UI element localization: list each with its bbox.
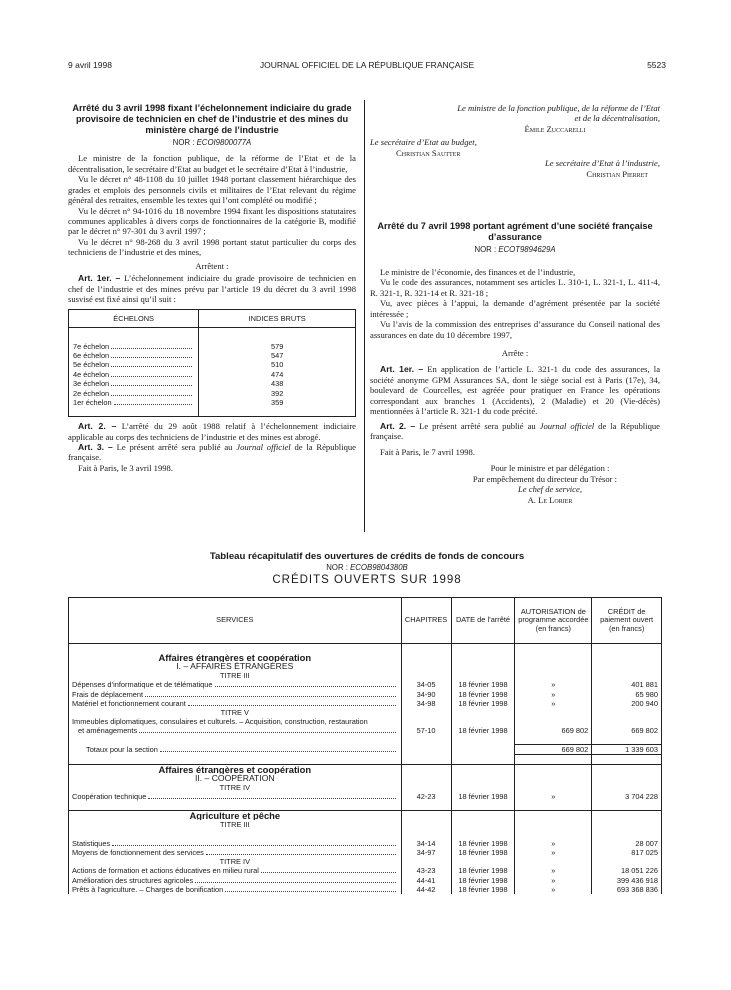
echelons-header: ÉCHELONS (69, 309, 199, 327)
signature-role: Le ministre de la fonction publique, de la réforme de l’Etat et de la décentralisation, (457, 103, 660, 124)
left-column (68, 103, 356, 473)
right-art1: Art. 1er. – En application de l’article L. 321-1 du code des assurances, la société anonyme GPM Assurances SA, dont le siège social est à Paris (17e), 34, boulevard de Courcelles, est agréée pour pratiquer en France les opérations correspondant aux branches 1 (Accidents), 2 (Maladie) et 20 (Vie-décès) mentionnées à l’article R. 321-1 du code précité. (370, 364, 661, 417)
table-row: Amélioration des structures agricoles 44-41 18 février 1998 » 399 436 918 (69, 876, 662, 885)
left-art3: Art. 3. – Le présent arrêté sera publié au Journal officiel de la République française. (68, 441, 356, 463)
indices-header: INDICES BRUTS (199, 309, 356, 327)
table-row: Frais de déplacement 34-90 18 février 1998 » 65 980 (69, 690, 662, 699)
services-header: SERVICES (69, 598, 402, 644)
table-row: Dépenses d’informatique et de télématique 34-05 18 février 1998 » 401 881 (69, 680, 662, 689)
section-heading: Affaires étrangères et coopération (69, 764, 402, 774)
table-row: 3e échelon 438 (69, 379, 356, 388)
credits-nor: NOR : ECOB9804380B (326, 562, 408, 572)
table-row: 4e échelon 474 (69, 370, 356, 379)
date-header: DATE de l’arrêté (451, 598, 515, 644)
table-row: Moyens de fonctionnement des services 34-97 18 février 1998 » 817 025 (69, 848, 662, 857)
signature-line: Pour le ministre et par délégation : (490, 463, 610, 474)
titre-heading: TITRE V (69, 708, 402, 717)
left-decree-title: Arrêté du 3 avril 1998 fixant l’échelonnement indiciaire du grade provisoire de technicien en chef de l’industrie et des mines du ministère chargé de l’industrie (72, 103, 352, 135)
table-row: 7e échelon 579 (69, 341, 356, 350)
left-para: Vu le décret n° 48-1108 du 10 juillet 1948 portant classement hiérarchique des grades et emplois des personnels civils et militaires de l’Etat relevant du régime général des retraites, ensemble les textes qui l’ont complété ou modifié ; (68, 174, 356, 206)
table-row: Prêts à l’agriculture. – Charges de bonification 44-42 18 février 1998 » 693 368 836 (69, 885, 662, 894)
header-page-number: 5523 (647, 60, 666, 70)
credits-table (68, 597, 662, 894)
table-row: et aménagements 57-10 18 février 1998 669 802 669 802 (69, 726, 662, 735)
table-row: Matériel et fonctionnement courant 34-98 18 février 1998 » 200 940 (69, 699, 662, 708)
right-para: Vu l’avis de la commission des entreprises d’assurance du Conseil national des assurances en date du 10 décembre 1997, (370, 319, 660, 340)
table-row: 6e échelon 547 (69, 351, 356, 360)
signature-role: Le secrétaire d’Etat au budget, (370, 137, 477, 148)
credits-title: Tableau récapitulatif des ouvertures de crédits de fonds de concours (209, 551, 525, 562)
right-para: Vu le code des assurances, notamment ses articles L. 310-1, L. 321-1, L. 411-4, R. 321-1, R. 321-14 et R. 321-18 ; (370, 277, 660, 298)
signature-name: Émile Zuccarelli (524, 123, 586, 134)
left-art2: Art. 2. – L’arrêté du 29 août 1988 relatif à l’échelonnement indiciaire applicable au corps des techniciens de l’industrie et des mines est abrogé. (68, 421, 356, 442)
titre-heading: TITRE IV (69, 857, 402, 866)
right-arrete: Arrête : (501, 348, 529, 358)
table-row: Actions de formation et actions éducatives en milieu rural 43-23 18 février 1998 » 18 051 226 (69, 866, 662, 875)
header-date: 9 avril 1998 (68, 60, 112, 70)
signature-name: Christian Sautter (396, 147, 461, 158)
section-heading: Agriculture et pêche (69, 811, 402, 821)
left-art1: Art. 1er. – L’échelonnement indiciaire du grade provisoire de technicien en chef de l’industrie et des mines prévu par l’article 19 du décret du 3 avril 1998 susvisé est fixé ainsi qu’il suit : (68, 273, 356, 305)
table-row: 2e échelon 392 (69, 388, 356, 397)
signature-line: Par empêchement du directeur du Trésor : (472, 473, 618, 484)
table-row: Immeubles diplomatiques, consulaires et culturels. – Acquisition, construction, restauration (69, 717, 662, 726)
page-header (68, 60, 666, 72)
credits-header-row (69, 598, 662, 644)
right-decree-title: Arrêté du 7 avril 1998 portant agrément d’une société française d’assurance (377, 221, 653, 243)
left-nor: NOR : ECOI9800077A (172, 137, 252, 147)
right-nor: NOR : ECOT9894629A (474, 245, 556, 255)
table-row: 5e échelon 510 (69, 360, 356, 369)
signature-line: Le chef de service, (518, 484, 582, 495)
subsection-heading: I. – AFFAIRES ÉTRANGÈRES (69, 662, 402, 671)
table-row: Coopération technique 42-23 18 février 1998 » 3 704 228 (69, 792, 662, 801)
left-arretent: Arrêtent : (195, 260, 229, 271)
autorisation-header: AUTORISATION de programme accordée (en francs) (515, 598, 592, 644)
left-para: Vu le décret n° 94-1016 du 18 novembre 1994 fixant les dispositions statutaires communes applicables à divers corps de fonctionnaires de la catégorie B, modifié par le décret n° 97-301 du 3 avril 1997 ; (68, 205, 356, 237)
left-para: Le ministre de la fonction publique, de la réforme de l’Etat et de la décentralisation, le secrétaire d’Etat au budget et le secrétaire d’Etat à l’industrie, (68, 153, 356, 174)
column-divider (364, 100, 365, 532)
subsection-heading: II. – COOPÉRATION (69, 774, 402, 783)
totals-row: Totaux pour la section 669 802 1 339 603 (69, 745, 662, 755)
right-para: Vu, avec pièces à l’appui, la demande d’agrément présentée par la société intéressée ; (370, 298, 660, 319)
titre-heading: TITRE IV (69, 783, 402, 792)
signature-role: Le secrétaire d’Etat à l’industrie, (545, 158, 660, 169)
credits-heading (68, 551, 666, 587)
titre-heading: TITRE III (69, 820, 402, 829)
signature-name: Christian Pierret (586, 168, 648, 179)
signature-name: A. Le Lorier (527, 494, 573, 505)
credits-subtitle: CRÉDITS OUVERTS SUR 1998 (272, 574, 462, 587)
titre-heading: TITRE III (69, 671, 402, 680)
table-row: Statistiques 34-14 18 février 1998 » 28 007 (69, 839, 662, 848)
right-column (370, 103, 660, 505)
right-para: Le ministre de l’économie, des finances et de l’industrie, (380, 266, 576, 277)
right-art2: Art. 2. – Le présent arrêté sera publié au Journal officiel de la République française. (370, 420, 660, 442)
echelons-table (68, 309, 356, 417)
chapitres-header: CHAPITRES (401, 598, 451, 644)
table-row: 1er échelon 359 (69, 398, 356, 407)
header-journal: JOURNAL OFFICIEL DE LA RÉPUBLIQUE FRANÇAISE (259, 60, 475, 70)
right-fait: Fait à Paris, le 7 avril 1998. (380, 446, 475, 457)
left-para: Vu le décret n° 98-268 du 3 avril 1998 portant statut particulier du corps des techniciens de l’industrie et des mines, (68, 236, 356, 258)
credit-header: CRÉDIT de paiement ouvert (en francs) (592, 598, 662, 644)
section-heading: Affaires étrangères et coopération (69, 653, 402, 662)
left-fait: Fait à Paris, le 3 avril 1998. (78, 462, 173, 473)
